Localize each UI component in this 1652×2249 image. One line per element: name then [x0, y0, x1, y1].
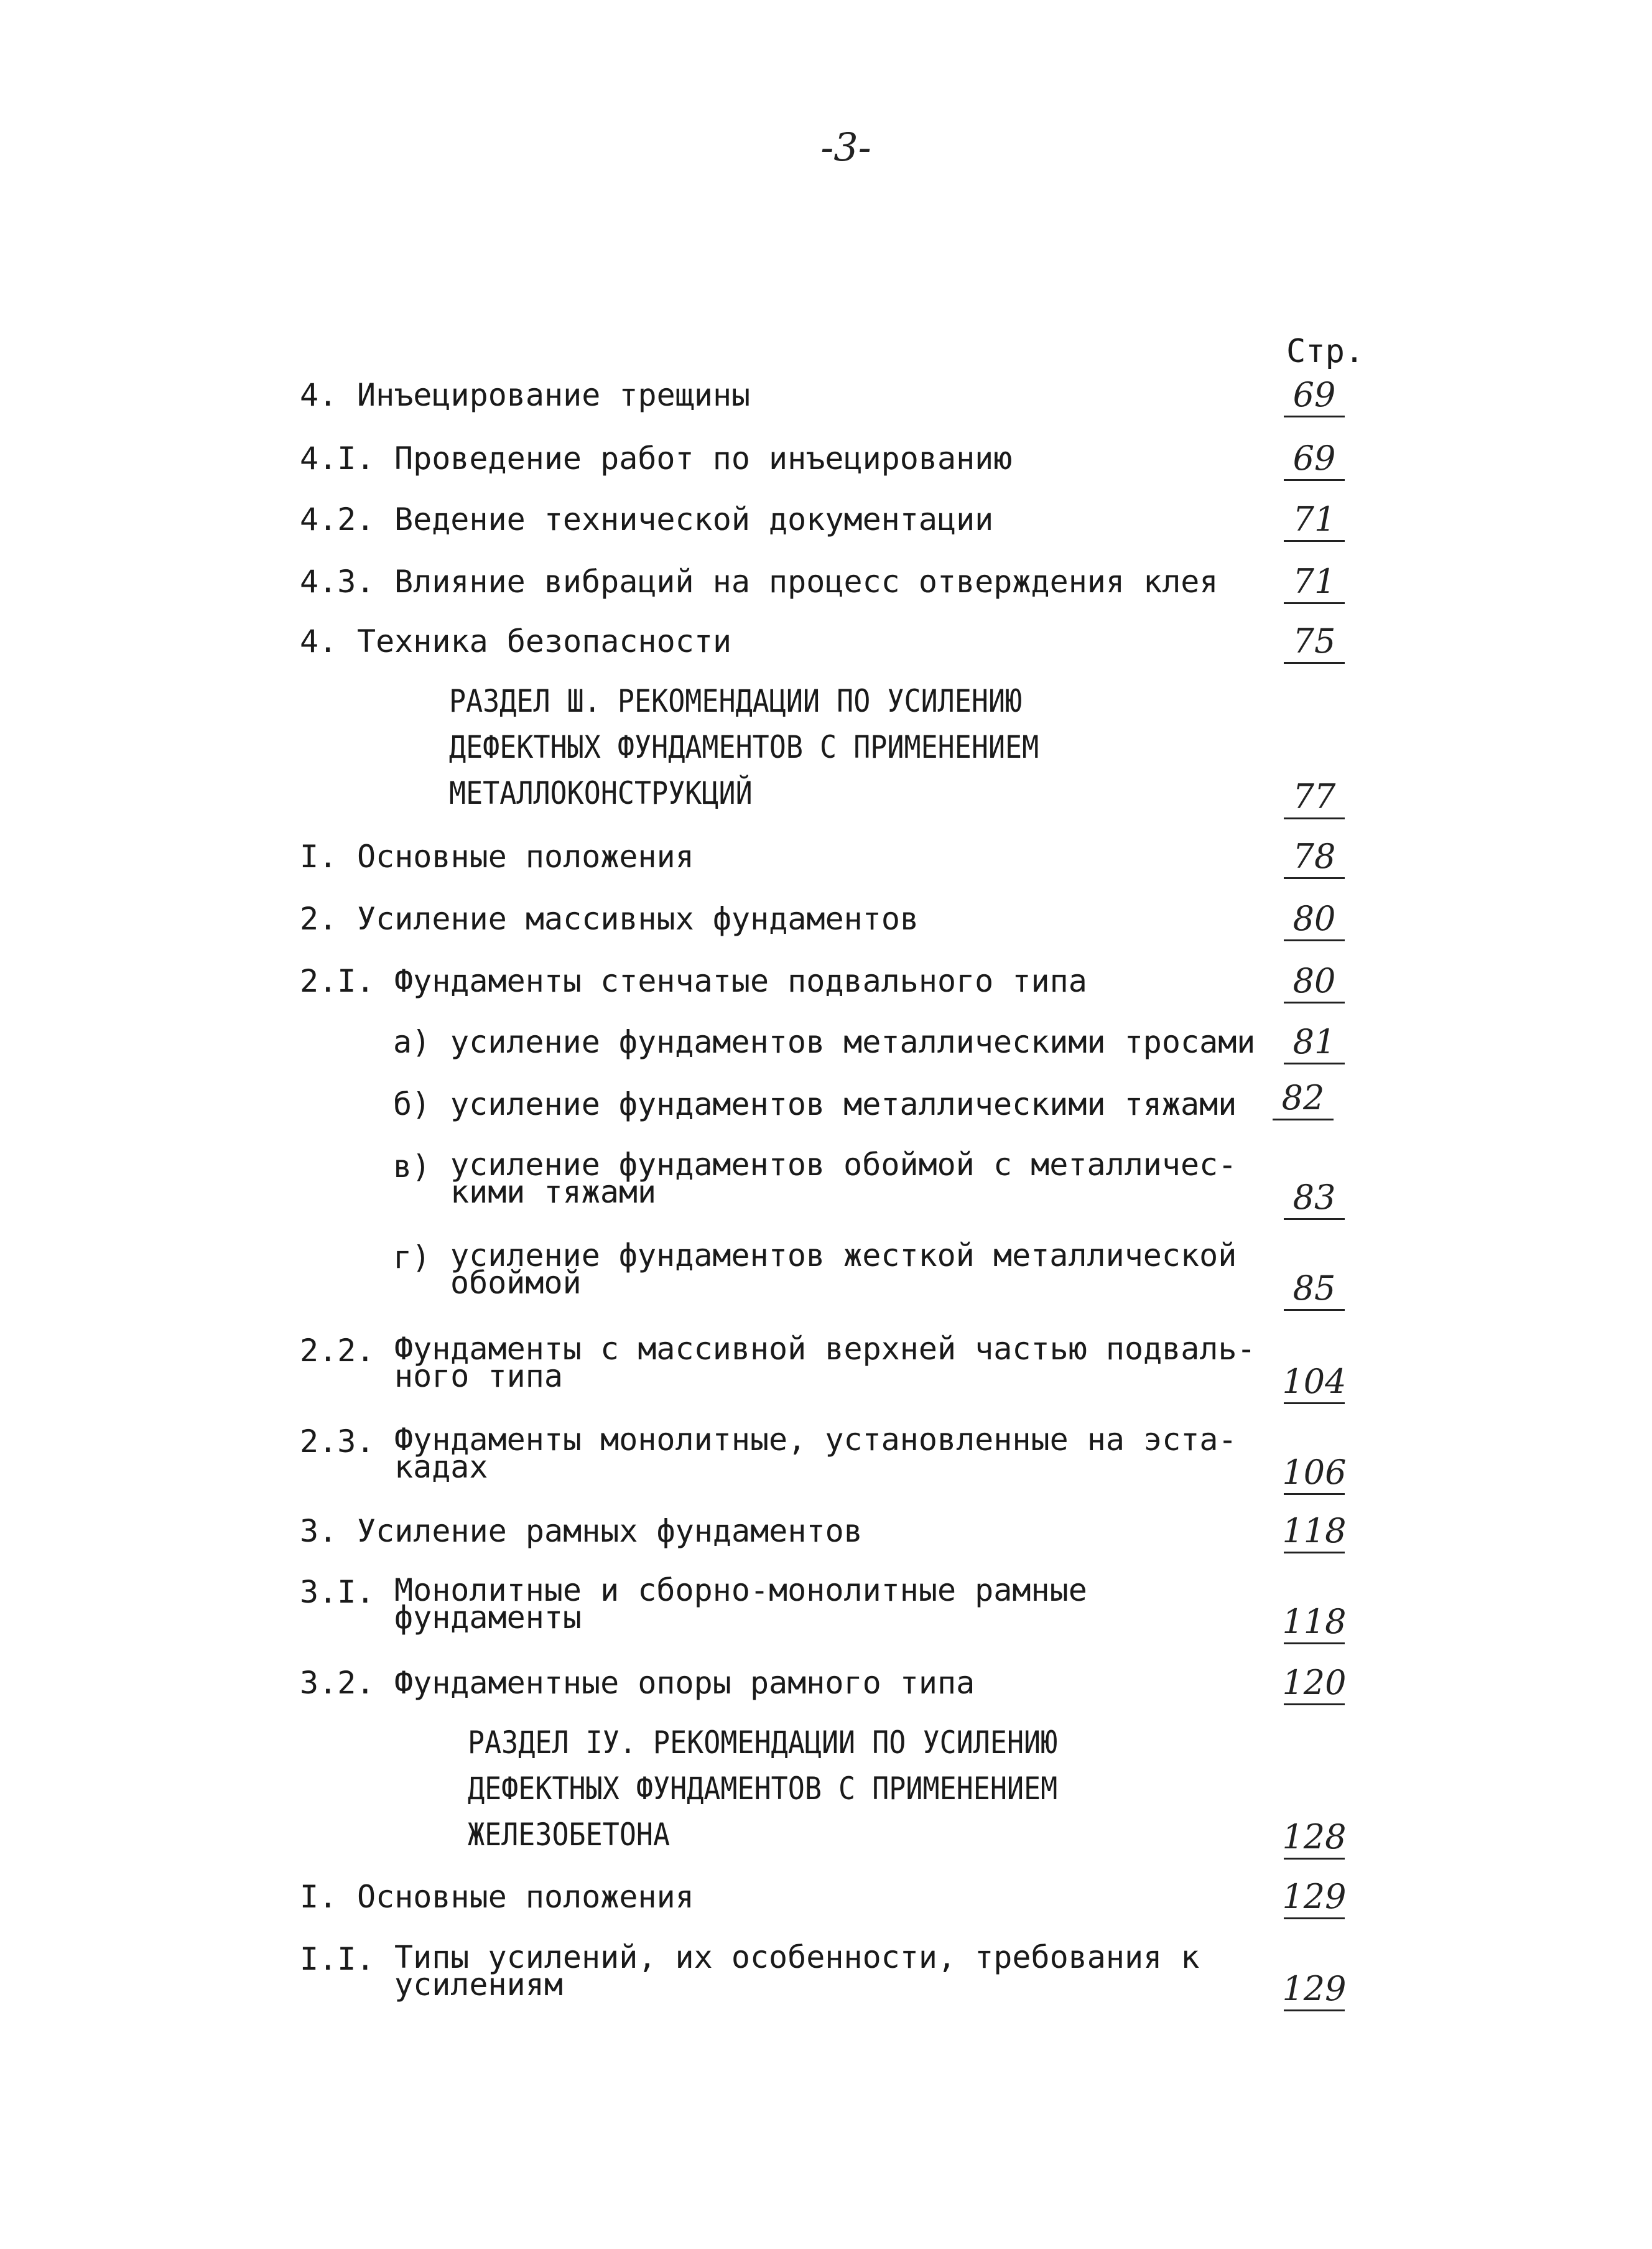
entry-page: 81 — [1280, 1025, 1348, 1059]
toc-entry — [300, 1665, 975, 1761]
page-number: -3- — [820, 124, 871, 170]
entry-page: 83 — [1280, 1180, 1348, 1215]
entry-number: I.I. — [300, 1941, 375, 1977]
toc-entry — [393, 1237, 1237, 1335]
entry-number: 3.I. — [300, 1574, 375, 1610]
entry-number: I. — [300, 839, 338, 875]
entry-title: усиление фундаментов обоймой с металличес- кими тяжами — [450, 1147, 1237, 1210]
toc-entry — [300, 1331, 1256, 1428]
entry-number: I. — [300, 1879, 338, 1915]
entry-number: 2.2. — [300, 1333, 375, 1369]
entry-title: Основные положения — [357, 1879, 694, 1915]
toc-entry — [300, 1572, 1087, 1670]
entry-title: Фундаментные опоры рамного типа — [394, 1665, 975, 1701]
entry-title: Усиление массивных фундаментов — [357, 901, 919, 937]
entry-number: 4. — [300, 377, 338, 413]
entry-number: 4. — [300, 623, 338, 659]
entry-page: 129 — [1280, 1972, 1348, 2006]
entry-title: Техника безопасности — [357, 623, 732, 659]
section-heading: РАЗДЕЛ Ш. РЕКОМЕНДАЦИИ ПО УСИЛЕНИЮ ДЕФЕКТНЫХ ФУНДАМЕНТОВ С ПРИМЕНЕНИЕМ МЕТАЛЛОКОНСТРУКЦИЙ — [449, 683, 1039, 811]
entry-page: 75 — [1280, 624, 1348, 659]
entry-title: Типы усилений, их особенности, требования к усилениям — [394, 1939, 1200, 2003]
entry-page: 82 — [1269, 1081, 1337, 1115]
pages-column-header: Стр. — [1286, 333, 1365, 370]
entry-title: усиление фундаментов металлическими тяжами — [450, 1086, 1237, 1122]
entry-page: 129 — [1280, 1879, 1348, 1914]
entry-title: Влияние вибраций на процесс отверждения клея — [394, 564, 1218, 600]
entry-page: 71 — [1280, 564, 1348, 599]
toc-entry — [300, 623, 732, 719]
toc-entry — [300, 1422, 1237, 1519]
entry-page: 106 — [1280, 1455, 1348, 1490]
entry-title: Фундаменты стенчатые подвального типа — [394, 963, 1087, 999]
entry-number: 2. — [300, 901, 338, 937]
entry-page: 120 — [1280, 1665, 1348, 1700]
entry-title: Монолитные и сборно-монолитные рамные фундаменты — [394, 1572, 1087, 1636]
entry-number: а) — [393, 1024, 431, 1060]
entry-page: 69 — [1280, 441, 1348, 476]
entry-title: усиление фундаментов жесткой металлической обоймой — [450, 1237, 1237, 1301]
entry-page: 85 — [1280, 1271, 1348, 1306]
entry-number: 4.2. — [300, 501, 375, 538]
entry-title: усиление фундаментов металлическими тросами — [450, 1024, 1256, 1060]
entry-title: Фундаменты монолитные, установленные на эста- кадах — [394, 1422, 1237, 1485]
entry-number: г) — [393, 1239, 431, 1275]
entry-page: 118 — [1280, 1604, 1348, 1639]
entry-number: 2.3. — [300, 1423, 375, 1460]
entry-number: 4.3. — [300, 564, 375, 600]
entry-page: 104 — [1280, 1364, 1348, 1399]
entry-number: в) — [393, 1148, 431, 1185]
entry-title: Фундаменты с массивной верхней частью подваль- ного типа — [394, 1331, 1256, 1394]
toc-entry — [393, 1147, 1237, 1244]
entry-number: 3. — [300, 1513, 338, 1549]
entry-page: 118 — [1280, 1514, 1348, 1548]
entry-page: 71 — [1280, 502, 1348, 537]
entry-page: 69 — [1280, 378, 1348, 412]
entry-page: 77 — [1280, 780, 1348, 814]
entry-number: 3.2. — [300, 1665, 375, 1701]
entry-title: Ведение технической документации — [394, 501, 994, 538]
entry-title: Инъецирование трещины — [357, 377, 751, 413]
entry-page: 128 — [1280, 1820, 1348, 1855]
entry-number: 2.I. — [300, 963, 375, 999]
entry-number: б) — [393, 1086, 431, 1122]
entry-title: Проведение работ по инъецированию — [394, 440, 1013, 477]
entry-title: Основные положения — [357, 839, 694, 875]
entry-page: 80 — [1280, 964, 1348, 999]
entry-page: 80 — [1280, 901, 1348, 936]
entry-number: 4.I. — [300, 440, 375, 477]
entry-page: 78 — [1280, 839, 1348, 874]
section-heading: РАЗДЕЛ IУ. РЕКОМЕНДАЦИИ ПО УСИЛЕНИЮ ДЕФЕКТНЫХ ФУНДАМЕНТОВ С ПРИМЕНЕНИЕМ ЖЕЛЕЗОБЕТОНА — [468, 1725, 1058, 1853]
entry-title: Усиление рамных фундаментов — [357, 1513, 863, 1549]
toc-entry — [300, 1939, 1200, 2037]
